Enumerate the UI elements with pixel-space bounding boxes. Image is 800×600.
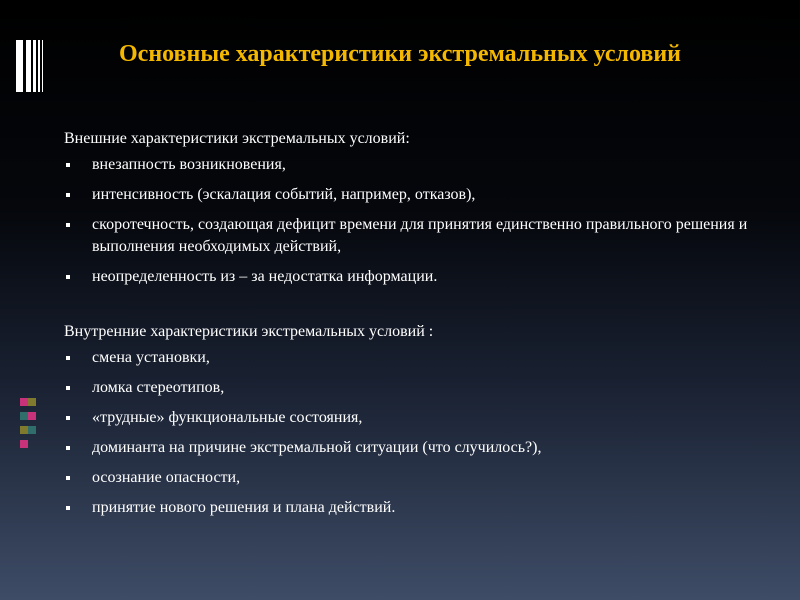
- square-teal: [28, 426, 36, 434]
- square-olive: [20, 426, 28, 434]
- list-item: скоротечность, создающая дефицит времени для принятия единственно правильного решения и выполнения необходимых действий,: [64, 214, 764, 258]
- section-heading-external: Внешние характеристики экстремальных условий:: [64, 130, 410, 147]
- list-item: принятие нового решения и плана действий.: [64, 497, 764, 519]
- square-pink: [20, 398, 28, 406]
- decorative-squares: [20, 398, 36, 448]
- section-heading-internal: Внутренние характеристики экстремальных условий :: [64, 323, 434, 340]
- square-pink: [20, 440, 28, 448]
- decorative-stripes: [16, 40, 46, 92]
- square-pink: [28, 412, 36, 420]
- stripe: [33, 40, 36, 92]
- external-list: [64, 154, 764, 288]
- stripe: [16, 40, 23, 92]
- list-item: смена установки,: [64, 347, 764, 369]
- list-item: доминанта на причине экстремальной ситуации (что случилось?),: [64, 437, 764, 459]
- square-teal: [20, 412, 28, 420]
- stripe: [38, 40, 40, 92]
- stripe: [26, 40, 31, 92]
- list-item: осознание опасности,: [64, 467, 764, 489]
- list-item: ломка стереотипов,: [64, 377, 764, 399]
- stripe: [42, 40, 43, 92]
- list-item: интенсивность (эскалация событий, например, отказов),: [64, 184, 764, 206]
- list-item: внезапность возникновения,: [64, 154, 764, 176]
- slide-title: Основные характеристики экстремальных условий: [119, 41, 681, 67]
- slide-content: [64, 128, 764, 527]
- list-item: неопределенность из – за недостатка информации.: [64, 266, 764, 288]
- square-olive: [28, 398, 36, 406]
- internal-list: [64, 347, 764, 519]
- list-item: «трудные» функциональные состояния,: [64, 407, 764, 429]
